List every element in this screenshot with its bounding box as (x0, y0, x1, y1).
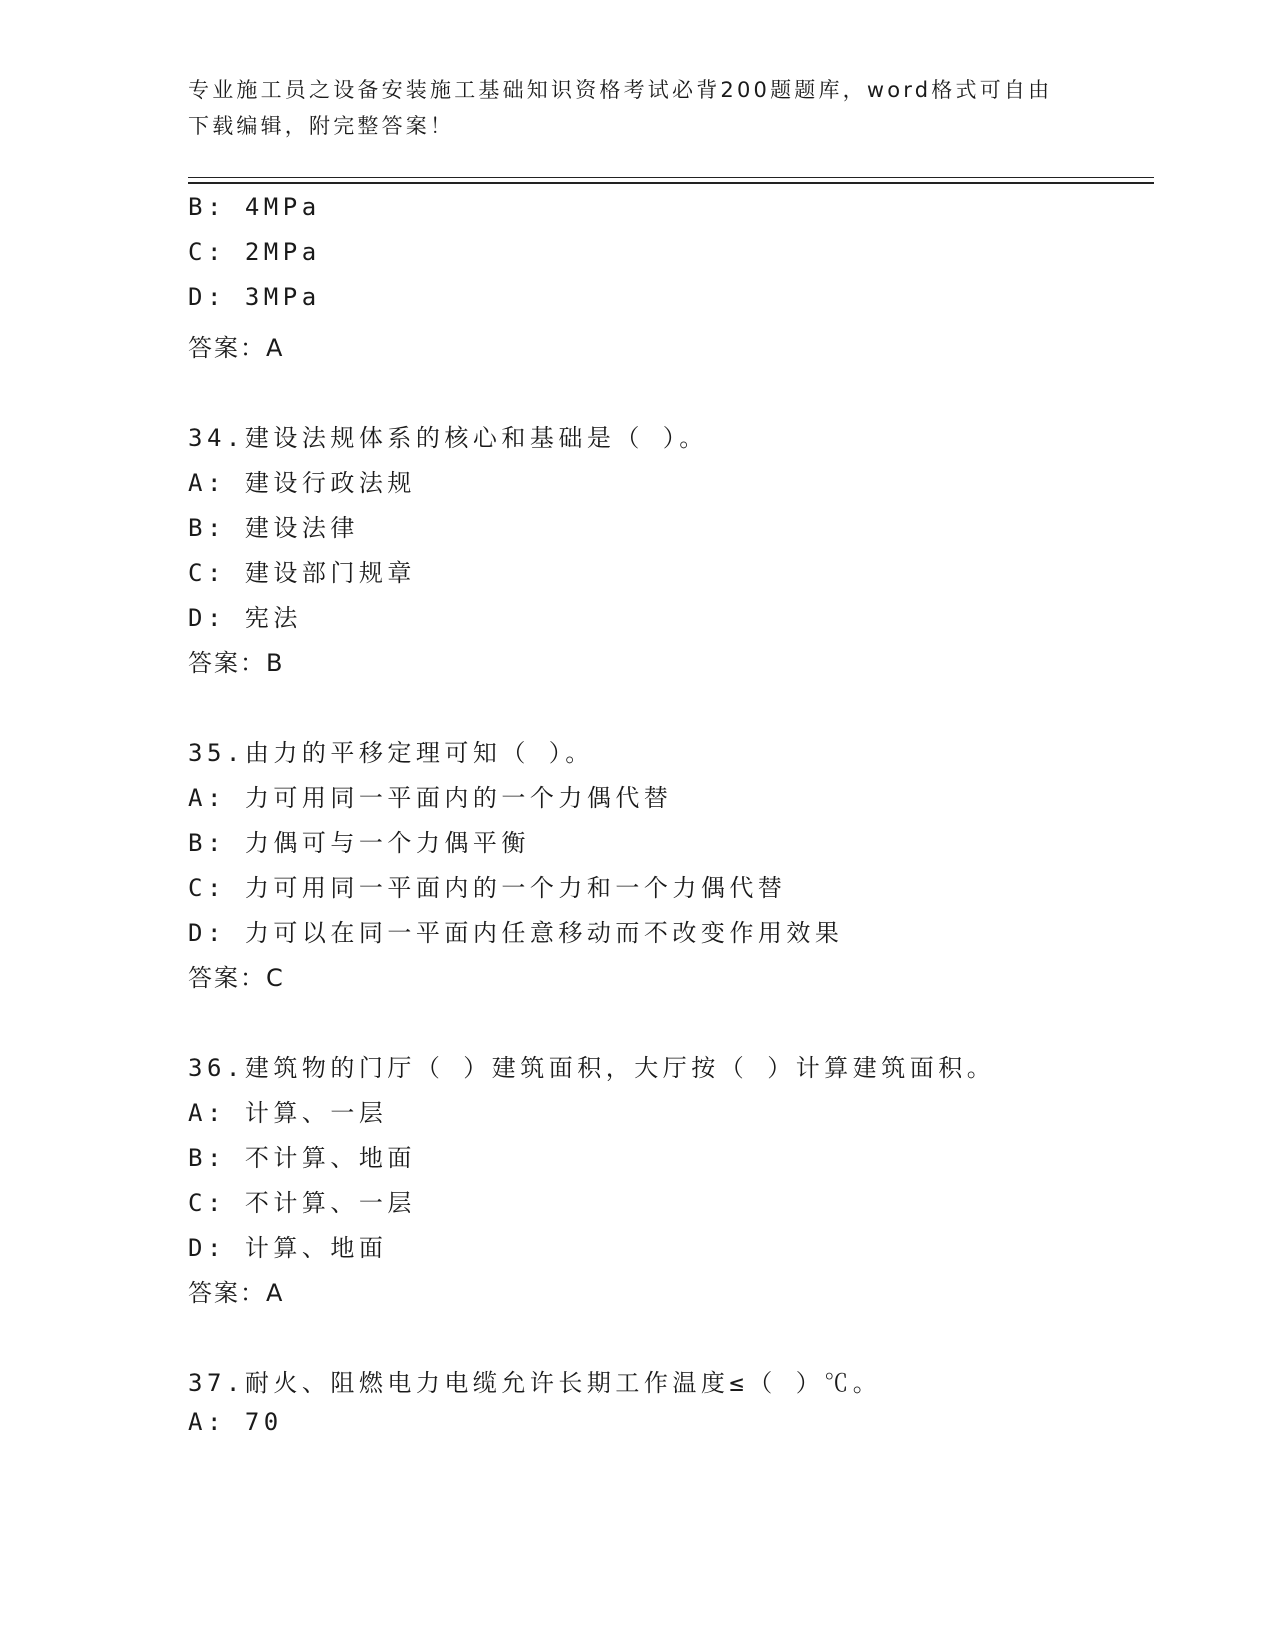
q33-option-c: C: 2MPa (188, 238, 321, 266)
q35-option-b: B: 力偶可与一个力偶平衡 (188, 829, 530, 857)
q36-option-a: A: 计算、一层 (188, 1099, 388, 1127)
q37-option-a: A: 70 (188, 1408, 283, 1436)
q33-answer: 答案：A (188, 334, 285, 362)
q36-question: 36.建筑物的门厅（ ）建筑面积，大厅按（ ）计算建筑面积。 (188, 1054, 996, 1082)
q36-answer: 答案：A (188, 1279, 285, 1307)
q34-option-c: C: 建设部门规章 (188, 559, 416, 587)
q33-option-b: B: 4MPa (188, 193, 321, 221)
q33-option-d: D: 3MPa (188, 283, 321, 311)
q37-question: 37.耐火、阻燃电力电缆允许长期工作温度≤（ ）℃。 (188, 1369, 882, 1397)
q35-answer: 答案：C (188, 964, 285, 992)
q35-option-d: D: 力可以在同一平面内任意移动而不改变作用效果 (188, 919, 844, 947)
q36-option-b: B: 不计算、地面 (188, 1144, 416, 1172)
q35-option-c: C: 力可用同一平面内的一个力和一个力偶代替 (188, 874, 787, 902)
q36-option-d: D: 计算、地面 (188, 1234, 388, 1262)
q35-question: 35.由力的平移定理可知（ ）。 (188, 739, 594, 767)
header-divider-thick (188, 182, 1154, 184)
q34-option-b: B: 建设法律 (188, 514, 359, 542)
q34-question: 34.建设法规体系的核心和基础是（ ）。 (188, 424, 708, 452)
q34-option-d: D: 宪法 (188, 604, 302, 632)
q34-answer: 答案：B (188, 649, 285, 677)
q34-option-a: A: 建设行政法规 (188, 469, 416, 497)
header-divider-thin (188, 177, 1154, 178)
header-line-1: 专业施工员之设备安装施工基础知识资格考试必背200题题库，word格式可自由 (188, 78, 1053, 102)
q35-option-a: A: 力可用同一平面内的一个力偶代替 (188, 784, 673, 812)
q36-option-c: C: 不计算、一层 (188, 1189, 416, 1217)
header-line-2: 下载编辑，附完整答案！ (188, 114, 455, 138)
document-header (188, 72, 1088, 144)
